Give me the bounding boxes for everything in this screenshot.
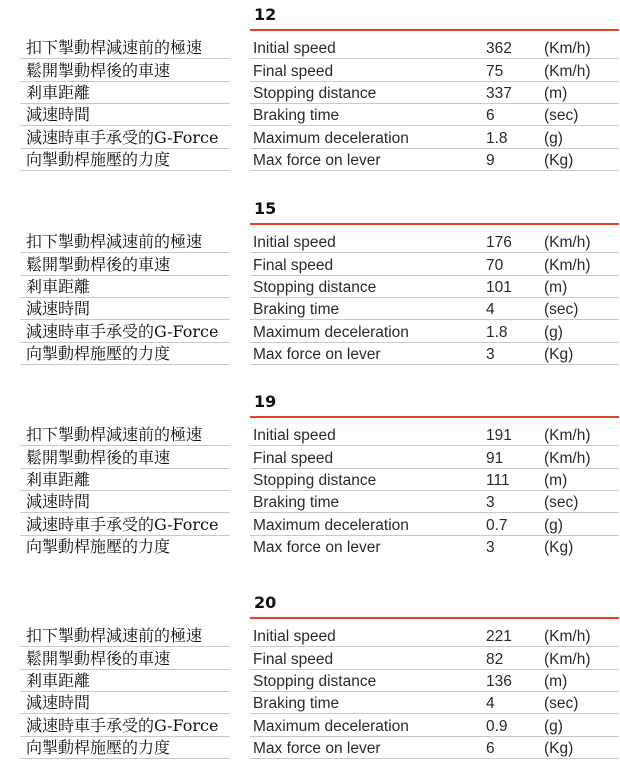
row-unit: (sec)	[544, 301, 579, 318]
row-label-zh: 向掣動桿施壓的力度	[26, 537, 171, 556]
row-unit: (sec)	[544, 107, 579, 124]
row-unit: (Km/h)	[544, 257, 591, 274]
table-row	[20, 424, 619, 446]
row-label-zh: 剎車距離	[26, 277, 91, 296]
row-value: 75	[486, 63, 504, 80]
row-label-zh: 減速時間	[26, 105, 91, 124]
row-unit: (m)	[544, 85, 568, 102]
row-label-en: Initial speed	[253, 427, 336, 444]
row-label-en: Final speed	[253, 651, 334, 668]
row-value: 6	[486, 740, 495, 757]
row-label-en: Maximum deceleration	[253, 718, 409, 735]
row-divider	[250, 364, 619, 365]
row-label-en: Final speed	[253, 63, 334, 80]
row-label-zh: 減速時間	[26, 299, 91, 318]
table-row	[20, 343, 619, 365]
row-unit: (m)	[544, 472, 568, 489]
row-unit: (g)	[544, 517, 563, 534]
row-divider	[20, 319, 230, 320]
row-label-en: Braking time	[253, 494, 340, 511]
row-unit: (g)	[544, 130, 563, 147]
row-value: 6	[486, 107, 495, 124]
row-unit: (Km/h)	[544, 427, 591, 444]
row-label-en: Maximum deceleration	[253, 517, 409, 534]
row-unit: (Kg)	[544, 346, 574, 363]
row-value: 4	[486, 695, 495, 712]
table-row	[20, 514, 619, 536]
row-label-en: Braking time	[253, 107, 340, 124]
row-divider	[250, 170, 619, 171]
row-unit: (g)	[544, 718, 563, 735]
section-accent-rule	[250, 416, 619, 418]
row-label-en: Final speed	[253, 450, 334, 467]
row-value: 111	[486, 472, 510, 489]
row-label-en: Final speed	[253, 257, 334, 274]
table-row	[20, 149, 619, 171]
table-row	[20, 231, 619, 253]
row-label-zh: 鬆開掣動桿後的車速	[26, 61, 171, 80]
row-label-zh: 扣下掣動桿減速前的極速	[26, 425, 203, 444]
row-divider	[20, 512, 230, 513]
row-unit: (m)	[544, 673, 568, 690]
row-label-zh: 扣下掣動桿減速前的極速	[26, 38, 203, 57]
row-unit: (Kg)	[544, 152, 574, 169]
row-divider	[250, 758, 619, 759]
table-row	[20, 104, 619, 126]
row-value: 3	[486, 494, 495, 511]
row-unit: (Km/h)	[544, 40, 591, 57]
row-label-en: Stopping distance	[253, 673, 377, 690]
row-unit: (m)	[544, 279, 568, 296]
row-label-zh: 向掣動桿施壓的力度	[26, 738, 171, 757]
row-label-zh: 減速時間	[26, 492, 91, 511]
row-unit: (Km/h)	[544, 234, 591, 251]
row-value: 0.9	[486, 718, 508, 735]
table-row	[20, 82, 619, 104]
row-value: 82	[486, 651, 504, 668]
section-accent-rule	[250, 29, 619, 31]
row-label-en: Stopping distance	[253, 472, 377, 489]
row-label-en: Max force on lever	[253, 346, 381, 363]
table-row	[20, 254, 619, 276]
row-label-zh: 減速時車手承受的G-Force	[26, 322, 219, 341]
row-label-zh: 扣下掣動桿減速前的極速	[26, 232, 203, 251]
table-row	[20, 447, 619, 469]
row-value: 362	[486, 40, 512, 57]
row-divider	[20, 445, 230, 446]
row-divider	[20, 252, 230, 253]
table-row	[20, 127, 619, 149]
row-divider	[250, 713, 619, 714]
row-unit: (sec)	[544, 494, 579, 511]
row-label-zh: 剎車距離	[26, 671, 91, 690]
row-divider	[250, 646, 619, 647]
row-unit: (Km/h)	[544, 651, 591, 668]
row-label-en: Stopping distance	[253, 279, 377, 296]
row-label-zh: 減速時車手承受的G-Force	[26, 515, 219, 534]
row-label-zh: 鬆開掣動桿後的車速	[26, 649, 171, 668]
row-unit: (sec)	[544, 695, 579, 712]
row-value: 221	[486, 628, 512, 645]
table-row	[20, 491, 619, 513]
section-accent-rule	[250, 617, 619, 619]
row-label-en: Initial speed	[253, 40, 336, 57]
table-row	[20, 536, 619, 558]
row-divider	[20, 364, 230, 365]
row-value: 4	[486, 301, 495, 318]
row-divider	[250, 252, 619, 253]
row-value: 136	[486, 673, 512, 690]
row-label-zh: 向掣動桿施壓的力度	[26, 344, 171, 363]
row-label-zh: 剎車距離	[26, 470, 91, 489]
row-value: 337	[486, 85, 512, 102]
row-label-en: Max force on lever	[253, 740, 381, 757]
table-row	[20, 715, 619, 737]
row-label-zh: 鬆開掣動桿後的車速	[26, 448, 171, 467]
row-label-zh: 減速時車手承受的G-Force	[26, 128, 219, 147]
row-value: 176	[486, 234, 512, 251]
row-unit: (g)	[544, 324, 563, 341]
row-value: 191	[486, 427, 512, 444]
row-value: 1.8	[486, 324, 508, 341]
row-divider	[250, 319, 619, 320]
row-divider	[250, 445, 619, 446]
row-divider	[20, 170, 230, 171]
row-label-zh: 鬆開掣動桿後的車速	[26, 255, 171, 274]
table-row	[20, 37, 619, 59]
table-row	[20, 670, 619, 692]
row-label-zh: 向掣動桿施壓的力度	[26, 150, 171, 169]
table-row	[20, 321, 619, 343]
row-value: 0.7	[486, 517, 508, 534]
row-label-en: Initial speed	[253, 234, 336, 251]
row-divider	[250, 512, 619, 513]
row-divider	[20, 758, 230, 759]
row-divider	[250, 125, 619, 126]
section-number: 19	[254, 392, 277, 411]
table-row	[20, 298, 619, 320]
row-label-en: Max force on lever	[253, 152, 381, 169]
table-row	[20, 60, 619, 82]
row-label-zh: 減速時間	[26, 693, 91, 712]
row-label-en: Maximum deceleration	[253, 130, 409, 147]
row-label-zh: 扣下掣動桿減速前的極速	[26, 626, 203, 645]
row-divider	[250, 58, 619, 59]
row-label-en: Max force on lever	[253, 539, 381, 556]
row-label-en: Stopping distance	[253, 85, 377, 102]
row-unit: (Km/h)	[544, 628, 591, 645]
row-unit: (Kg)	[544, 740, 574, 757]
section-accent-rule	[250, 223, 619, 225]
row-divider	[20, 125, 230, 126]
row-value: 101	[486, 279, 512, 296]
table-row	[20, 737, 619, 759]
row-value: 3	[486, 539, 495, 556]
table-row	[20, 469, 619, 491]
row-label-zh: 剎車距離	[26, 83, 91, 102]
row-unit: (Km/h)	[544, 450, 591, 467]
row-divider	[20, 713, 230, 714]
row-divider	[20, 58, 230, 59]
row-value: 3	[486, 346, 495, 363]
row-divider	[20, 646, 230, 647]
table-row	[20, 648, 619, 670]
row-value: 91	[486, 450, 504, 467]
row-label-en: Braking time	[253, 301, 340, 318]
section-number: 15	[254, 199, 277, 218]
row-value: 9	[486, 152, 495, 169]
section-number: 12	[254, 5, 277, 24]
row-label-en: Maximum deceleration	[253, 324, 409, 341]
row-unit: (Km/h)	[544, 63, 591, 80]
table-row	[20, 276, 619, 298]
section-number: 20	[254, 593, 277, 612]
row-label-en: Braking time	[253, 695, 340, 712]
table-row	[20, 692, 619, 714]
row-value: 1.8	[486, 130, 508, 147]
row-label-en: Initial speed	[253, 628, 336, 645]
row-label-zh: 減速時車手承受的G-Force	[26, 716, 219, 735]
row-value: 70	[486, 257, 504, 274]
row-unit: (Kg)	[544, 539, 574, 556]
table-row	[20, 625, 619, 647]
